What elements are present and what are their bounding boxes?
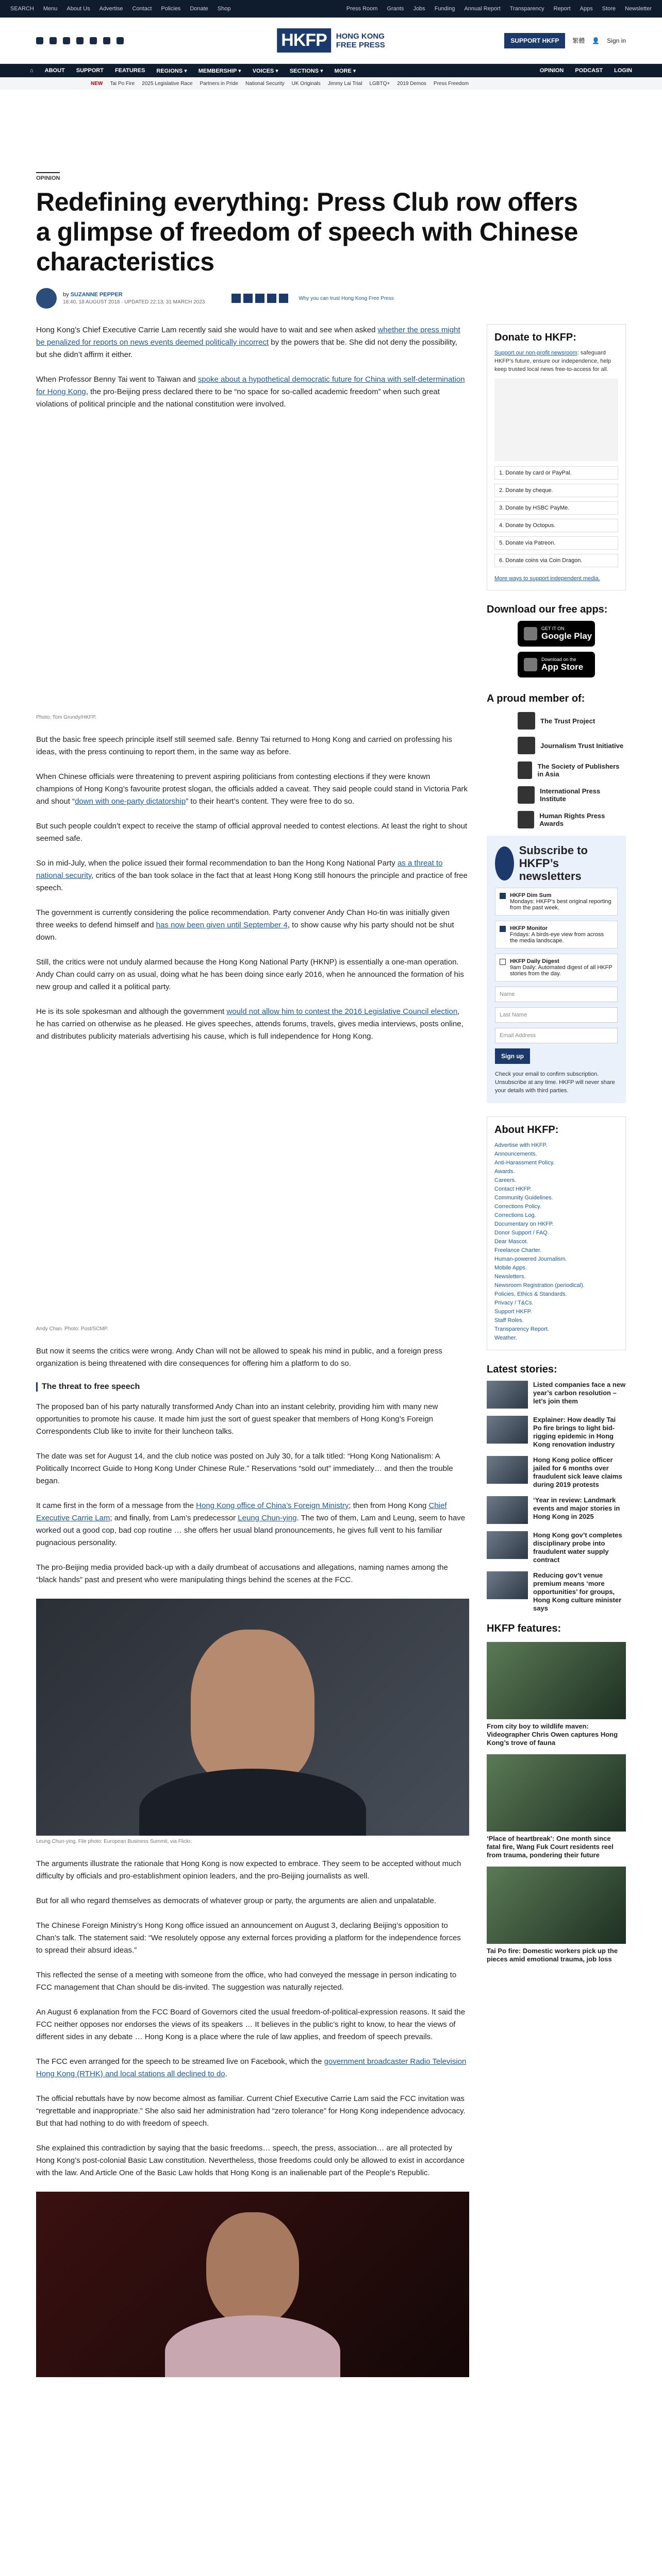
text: by the powers that be. She did not deny the possibility, but she didn’t affirm it either. bbox=[36, 338, 457, 359]
section-heading: The threat to free speech bbox=[36, 1382, 469, 1392]
portrait-jacket bbox=[165, 2315, 340, 2377]
feature-title[interactable]: ‘Place of heartbreak’: One month since fatal fire, Wang Fuk Court residents reel from trauma, pondering their future bbox=[487, 1835, 614, 1859]
newsletter-title: Subscribe to HKFP’s newsletters bbox=[519, 844, 588, 883]
main-nav bbox=[0, 64, 662, 77]
option-title: HKFP Dim Sum bbox=[510, 892, 552, 899]
text: Hong Kong’s Chief Executive Carrie Lam recently said she would have to wait and see when asked bbox=[36, 326, 378, 334]
about-link[interactable]: Donor Support / FAQ. bbox=[494, 1230, 549, 1236]
inline-link[interactable]: Chief Executive Carrie Lam bbox=[36, 1501, 447, 1522]
ipi-icon bbox=[518, 786, 535, 804]
nav-item[interactable]: MORE ▾ bbox=[334, 67, 356, 74]
support-button[interactable]: SUPPORT HKFP bbox=[504, 33, 565, 48]
inline-link[interactable]: spoke about a hypothetical democratic future for China with self-determination for Hong Kong bbox=[36, 375, 465, 396]
text: So in mid-July, when the police issued their formal recommendation to ban the Hong Kong National Party bbox=[36, 859, 398, 868]
article-photo-1 bbox=[36, 423, 469, 711]
top-link[interactable]: Report bbox=[553, 6, 571, 12]
latest-list bbox=[487, 1381, 626, 1613]
social-links bbox=[36, 37, 124, 44]
story-thumbnail bbox=[487, 1531, 528, 1559]
paragraph: But the basic free speech principle itself still seemed safe. Benny Tai returned to Hong Kong and carried on professing his ideas, with the press continuing to report them, in the same way as before. bbox=[36, 735, 452, 756]
paragraph: An August 6 explanation from the FCC Board of Governors cited the usual freedom-of-political-expression reasons. It said the FCC neither opposes nor endorses the views of its speakers … It believes in the public’s right to know, to hear the views of different sides in any debate … Hong Kong is a place where the rule of law applies, and freedom of speech prevails. bbox=[36, 2008, 466, 2041]
top-link[interactable]: SEARCH bbox=[10, 6, 34, 12]
portrait-face bbox=[191, 1630, 315, 1784]
rss-icon[interactable] bbox=[117, 37, 124, 44]
donate-option[interactable]: 5. Donate via Patreon. bbox=[494, 536, 618, 550]
google-play-icon bbox=[524, 627, 537, 640]
app-store-button[interactable] bbox=[518, 652, 595, 677]
member-name: Journalism Trust Initiative bbox=[540, 741, 624, 750]
apps-title: Download our free apps: bbox=[487, 604, 608, 615]
about-list bbox=[494, 1141, 618, 1343]
text: . bbox=[225, 2070, 227, 2078]
member-name: Human Rights Press Awards bbox=[539, 812, 605, 827]
paragraph: The arguments illustrate the rationale that Hong Kong is now expected to embrace. They seem to be accepted without much difficulty by officials and pro-establishment opinion leaders, and the pro-Beijing journalists as well. bbox=[36, 1859, 461, 1880]
about-link[interactable]: Freelance Charter. bbox=[494, 1247, 542, 1253]
top-link[interactable]: Annual Report bbox=[464, 6, 501, 12]
linkedin-icon[interactable] bbox=[103, 37, 110, 44]
top-link[interactable]: Shop bbox=[217, 6, 231, 12]
trending-link[interactable]: Press Freedom bbox=[433, 80, 469, 87]
youtube-icon[interactable] bbox=[76, 37, 84, 44]
article-body bbox=[36, 324, 469, 2377]
text: The FCC even arranged for the speech to be streamed live on Facebook, which the bbox=[36, 2057, 324, 2066]
telegram-icon[interactable] bbox=[90, 37, 97, 44]
top-link[interactable]: Apps bbox=[580, 6, 593, 12]
option-desc: Mondays: HKFP’s best original reporting from the past week. bbox=[510, 899, 611, 911]
photo-caption: Andy Chan. Photo: Post/SCMP. bbox=[36, 1326, 108, 1332]
donate-qr bbox=[494, 379, 618, 461]
author bbox=[63, 292, 205, 298]
trending-bar bbox=[0, 77, 662, 90]
member-name: The Trust Project bbox=[540, 717, 595, 725]
article-photo-3 bbox=[36, 1599, 469, 1836]
instagram-icon[interactable] bbox=[63, 37, 70, 44]
signup-button[interactable]: Sign up bbox=[495, 1048, 530, 1064]
text: , critics of the ban took solace in the fact that at least Hong Kong still honours the principle and practice of free speech. bbox=[36, 871, 468, 892]
top-link[interactable]: Press Room bbox=[346, 6, 378, 12]
text: When Chinese officials were threatening to prevent aspiring politicians from contesting elections if they were known champions of Hong Kong’s favourite protest slogan, the officials added a caveat. They said people could stand in Victoria Park and shout “ bbox=[36, 772, 468, 806]
feature-image[interactable] bbox=[487, 1754, 626, 1832]
about-link[interactable]: Support HKFP. bbox=[494, 1309, 532, 1315]
latest-story[interactable] bbox=[487, 1456, 626, 1489]
paragraph bbox=[36, 2056, 469, 2080]
text: . The two of them, Lam and Leung, seem to have worked out a good cop, bad cop routine … she offers her usual bland pronouncements, he gives full vent to his familiar pugnacious personality. bbox=[36, 1514, 466, 1547]
trending-link[interactable]: 2025 Legislative Race bbox=[142, 80, 193, 87]
top-link[interactable]: Policies bbox=[161, 6, 181, 12]
member-title: A proud member of: bbox=[487, 693, 585, 704]
share-buttons bbox=[231, 294, 288, 303]
nav-item[interactable]: ABOUT bbox=[44, 67, 65, 74]
trust-project-icon bbox=[518, 712, 535, 730]
latest-title: Latest stories: bbox=[487, 1364, 557, 1375]
author-avatar bbox=[36, 288, 57, 309]
top-link[interactable]: Newsletter bbox=[625, 6, 652, 12]
about-link[interactable]: Newsroom Registration (periodical). bbox=[494, 1282, 585, 1289]
top-bar bbox=[0, 0, 662, 18]
home-icon[interactable]: ⌂ bbox=[30, 67, 34, 74]
facebook-icon[interactable] bbox=[36, 37, 43, 44]
inline-link[interactable]: government broadcaster Radio Television Hong Kong (RTHK) and local stations all declined to do bbox=[36, 2057, 467, 2078]
checkbox[interactable] bbox=[500, 959, 506, 965]
portrait-face bbox=[206, 2212, 299, 2326]
paragraph: Still, the critics were not unduly alarmed because the Hong Kong National Party (HKNP) is essentially a one-man operation. Andy Chan could carry on as usual, doing what he has been doing since early 2016, when he announced the formation of his new group and called it a political party. bbox=[36, 958, 464, 991]
about-link[interactable]: Corrections Log. bbox=[494, 1212, 536, 1218]
about-link[interactable]: Documentary on HKFP. bbox=[494, 1221, 554, 1227]
story-title: Hong Kong police officer jailed for 6 months over fraudulent sick leave claims during 2019 protests bbox=[533, 1456, 622, 1488]
inline-link[interactable]: would not allow him to contest the 2016 Legislative Council election bbox=[226, 1007, 458, 1016]
paragraph bbox=[36, 771, 469, 808]
trending-link[interactable]: National Security bbox=[245, 80, 285, 87]
about-link[interactable]: Careers. bbox=[494, 1177, 517, 1183]
option-title: HKFP Monitor bbox=[510, 925, 548, 931]
story-thumbnail bbox=[487, 1456, 528, 1484]
donate-option[interactable]: 4. Donate by Octopus. bbox=[494, 519, 618, 532]
checkbox-checked[interactable] bbox=[500, 893, 506, 899]
google-play-button[interactable] bbox=[518, 621, 595, 647]
top-link[interactable]: Grants bbox=[387, 6, 404, 12]
top-link[interactable]: Contact bbox=[132, 6, 152, 12]
member-logo[interactable] bbox=[518, 737, 626, 754]
text: The government is currently considering the police recommendation. Party convener Andy Chan Ho-tin was initially given three weeks to defend himself and bbox=[36, 908, 450, 929]
story-thumbnail bbox=[487, 1416, 528, 1444]
text: : safeguard HKFP’s future, ensure our independence, help keep trusted local news free-to-access for all. bbox=[494, 350, 611, 372]
inline-link[interactable]: whether the press might be penalized for reports on news events deemed politically incorrect bbox=[36, 326, 460, 347]
share-whatsapp-icon[interactable] bbox=[255, 294, 264, 303]
text: , to show cause why his party should not be shut down. bbox=[36, 921, 454, 942]
user-icon[interactable]: 👤 bbox=[592, 37, 600, 44]
nav-item[interactable]: LOGIN bbox=[614, 67, 632, 74]
member-name: The Society of Publishers in Asia bbox=[537, 762, 620, 778]
share-x-icon[interactable] bbox=[243, 294, 253, 303]
about-link[interactable]: Announcements. bbox=[494, 1151, 537, 1157]
text: When Professor Benny Tai went to Taiwan and bbox=[36, 375, 198, 384]
trending-link[interactable]: LGBTQ+ bbox=[369, 80, 390, 87]
member-logo[interactable] bbox=[518, 712, 626, 730]
about-link[interactable]: Staff Roles. bbox=[494, 1317, 524, 1324]
top-link[interactable]: Donate bbox=[190, 6, 208, 12]
member-logo[interactable] bbox=[518, 811, 626, 828]
nav-item[interactable]: VOICES ▾ bbox=[252, 67, 278, 74]
ad-space bbox=[0, 90, 662, 172]
paragraph: The Chinese Foreign Ministry’s Hong Kong office issued an announcement on August 3, declaring Beijing’s opposition to Chan’s talk. The statement said: “We resolutely oppose any external forces providing a platform for the independence forces to spread their absurd ideas.” bbox=[36, 1921, 461, 1955]
logo-line: HONG KONG bbox=[336, 31, 385, 41]
paragraph: She explained this contradiction by saying that the basic freedoms… speech, the press, association… are all protected by Hong Kong’s post-colonial Basic Law constitution. Nevertheless, those freedoms could only be allowed to exist in accordance with the law. And Article One of the Basic Law holds that Hong Kong is an inalienable part of the People’s Republic. bbox=[36, 2144, 465, 2177]
donate-option[interactable]: 1. Donate by card or PayPal. bbox=[494, 466, 618, 480]
inline-link[interactable]: down with one-party dictatorship bbox=[75, 797, 186, 806]
top-link[interactable]: Advertise bbox=[99, 6, 123, 12]
author-link[interactable]: SUZANNE PEPPER bbox=[70, 292, 123, 298]
article-date: 18:40, 18 AUGUST 2018 · UPDATED 22:13, 31 MARCH 2023 bbox=[63, 299, 205, 305]
nav-item[interactable]: MEMBERSHIP ▾ bbox=[198, 67, 241, 74]
donate-option[interactable]: 2. Donate by cheque. bbox=[494, 484, 618, 497]
story-thumbnail bbox=[487, 1381, 528, 1409]
paragraph: But now it seems the critics were wrong. Andy Chan will not be allowed to speak his mind in public, and a foreign press organization is being threatened with dire consequences for offering him a platform to do so. bbox=[36, 1347, 442, 1368]
share-facebook-icon[interactable] bbox=[231, 294, 241, 303]
new-badge: NEW bbox=[91, 80, 103, 87]
option-desc: 9am Daily: Automated digest of all HKFP stories from the day. bbox=[510, 964, 613, 977]
paragraph: But such people couldn’t expect to receive the stamp of official approval needed to contest elections. At least the right to shout seemed safe. bbox=[36, 822, 468, 843]
donate-option[interactable]: 3. Donate by HSBC PayMe. bbox=[494, 501, 618, 515]
option-desc: Fridays: A birds-eye view from across the media landscape. bbox=[510, 931, 604, 944]
trust-link[interactable]: Why you can trust Hong Kong Free Press bbox=[299, 295, 394, 301]
story-title: Hong Kong gov’t completes disciplinary probe into fraudulent water supply contract bbox=[533, 1531, 622, 1564]
latest-story[interactable] bbox=[487, 1531, 626, 1564]
about-link[interactable]: Corrections Policy. bbox=[494, 1204, 541, 1210]
latest-story[interactable] bbox=[487, 1416, 626, 1449]
about-link[interactable]: Awards. bbox=[494, 1168, 515, 1175]
donate-link[interactable]: Support our non-profit newsroom bbox=[494, 350, 577, 356]
text: ; then from Hong Kong bbox=[349, 1501, 429, 1510]
story-title: ‘Year in review: Landmark events and major stories in Hong Kong in 2025 bbox=[533, 1496, 620, 1520]
donate-option[interactable]: 6. Donate coins via Coin Dragon. bbox=[494, 554, 618, 567]
paragraph: But for all who regard themselves as democrats of whatever group or party, the arguments are alien and unpalatable. bbox=[36, 1896, 436, 1905]
donate-box bbox=[487, 324, 626, 590]
photo-caption: Photo: Tom Grundy/HKFP. bbox=[36, 715, 96, 720]
about-link[interactable]: Weather. bbox=[494, 1335, 517, 1341]
about-link[interactable]: Transparency Report. bbox=[494, 1326, 549, 1332]
story-thumbnail bbox=[487, 1496, 528, 1524]
inline-link[interactable]: has now been given until September 4 bbox=[156, 921, 288, 929]
about-link[interactable]: Human-powered Journalism. bbox=[494, 1256, 567, 1262]
store-caption: Download on the bbox=[541, 657, 576, 662]
paragraph bbox=[36, 1500, 469, 1549]
top-link[interactable]: Transparency bbox=[509, 6, 544, 12]
about-link[interactable]: Contact HKFP. bbox=[494, 1186, 532, 1192]
article-kicker[interactable]: OPINION bbox=[36, 172, 60, 181]
photo-caption: Leung Chun-ying. File photo: European Business Summit, via Flickr. bbox=[36, 1839, 192, 1844]
features-title: HKFP features: bbox=[487, 1623, 561, 1634]
checkbox-checked[interactable] bbox=[500, 926, 506, 932]
option-title: HKFP Daily Digest bbox=[510, 958, 559, 964]
donate-more-wrap bbox=[494, 574, 618, 583]
latest-story[interactable] bbox=[487, 1496, 626, 1524]
portrait-suit bbox=[139, 1769, 366, 1836]
story-title: Reducing gov’t venue premium means ‘more opportunities’ for groups, Hong Kong culture minister says bbox=[533, 1571, 622, 1612]
paragraph bbox=[36, 857, 469, 894]
top-link[interactable]: Menu bbox=[43, 6, 58, 12]
article-title: Redefining everything: Press Club row offers a glimpse of freedom of speech with Chinese characteristics bbox=[36, 188, 578, 276]
text: It came first in the form of a message from the bbox=[36, 1501, 196, 1510]
trending-link[interactable]: 2019 Demos bbox=[397, 80, 426, 87]
donate-more-link[interactable]: More ways to support independent media. bbox=[494, 575, 600, 582]
text: ; and finally, from Lam’s predecessor bbox=[110, 1514, 238, 1522]
nav-item[interactable]: PODCAST bbox=[575, 67, 603, 74]
newsletter-note: Check your email to confirm subscription. Unsubscribe at any time. HKFP will never share your details with third parties. bbox=[495, 1071, 615, 1094]
latest-story[interactable] bbox=[487, 1381, 626, 1409]
paragraph bbox=[36, 1006, 469, 1043]
about-link[interactable]: Mobile Apps. bbox=[494, 1265, 527, 1271]
newsletter-option[interactable] bbox=[495, 888, 618, 916]
nav-item[interactable]: SUPPORT bbox=[76, 67, 104, 74]
text: , the pro-Beijing press declared there to be “no space for so-called academic freedom” when such great violations of political principle and the national constitution were involved. bbox=[36, 387, 440, 409]
apple-icon bbox=[524, 658, 537, 671]
trending-link[interactable]: Tai Po Fire bbox=[110, 80, 135, 87]
share-more-icon[interactable] bbox=[279, 294, 288, 303]
about-link[interactable]: Policies, Ethics & Standards. bbox=[494, 1291, 567, 1297]
about-link[interactable]: Privacy / T&Cs. bbox=[494, 1300, 534, 1306]
member-logo[interactable] bbox=[518, 786, 626, 804]
by-label: by bbox=[63, 292, 69, 298]
donate-title: Donate to HKFP: bbox=[494, 332, 576, 343]
latest-story[interactable] bbox=[487, 1571, 626, 1613]
newsletter-option[interactable] bbox=[495, 921, 618, 948]
feature-title[interactable]: Tai Po fire: Domestic workers pick up the pieces amid emotional trauma, job loss bbox=[487, 1947, 618, 1963]
story-title: Explainer: How deadly Tai Po fire brings to light bid-rigging epidemic in Hong Kong renovation industry bbox=[533, 1416, 616, 1448]
paragraph bbox=[36, 374, 469, 411]
top-link[interactable]: Jobs bbox=[413, 6, 425, 12]
member-logo[interactable] bbox=[518, 761, 626, 779]
paragraph: The official rebuttals have by now become almost as familiar. Current Chief Executive Carrie Lam said the FCC invitation was “regrettable and inappropriate.” She also said her administration had “zero tolerance” for Hong Kong independence advocacy. But that had nothing to do with freedom of speech. bbox=[36, 2094, 466, 2128]
language-link[interactable]: 繁體 bbox=[572, 37, 585, 44]
about-link[interactable]: Newsletters. bbox=[494, 1274, 526, 1280]
about-box bbox=[487, 1116, 626, 1350]
name-input[interactable]: Name bbox=[495, 987, 618, 1002]
story-thumbnail bbox=[487, 1571, 528, 1599]
trending-link[interactable]: UK Originals bbox=[291, 80, 321, 87]
newsletter-box bbox=[487, 836, 626, 1103]
logo-text bbox=[336, 32, 385, 49]
paragraph: The pro-Beijing media provided back-up with a daily drumbeat of accusations and allegations, naming names among the “black hands” past and present who were manipulating things behind the scenes at the FCC. bbox=[36, 1563, 448, 1584]
signin-link[interactable]: Sign in bbox=[607, 37, 626, 44]
article-photo-2 bbox=[36, 1055, 469, 1323]
about-title: About HKFP: bbox=[494, 1124, 559, 1136]
sopa-icon bbox=[518, 761, 532, 779]
paragraph: This reflected the sense of a meeting with someone from the office, who had conveyed the message in person indicating to FCC management that Chan should be dis-invited. The suggestion was naturally rejected. bbox=[36, 1971, 457, 1992]
store-name: Google Play bbox=[541, 631, 592, 641]
email-input[interactable]: Email Address bbox=[495, 1028, 618, 1043]
hrpa-icon bbox=[518, 811, 534, 828]
story-title: Listed companies face a new year’s carbon resolution – let’s join them bbox=[533, 1381, 626, 1405]
text: He is its sole spokesman and although the government bbox=[36, 1007, 227, 1016]
sidebar bbox=[487, 324, 626, 2377]
inline-link[interactable]: Hong Kong office of China’s Foreign Ministry bbox=[196, 1501, 349, 1510]
about-link[interactable]: Advertise with HKFP. bbox=[494, 1142, 548, 1148]
store-caption: GET IT ON bbox=[541, 626, 565, 631]
donate-intro bbox=[494, 349, 618, 374]
paragraph: The proposed ban of his party naturally transformed Andy Chan into an instant celebrity, providing him with many new opportunities to promote his cause. It made him just the sort of guest speaker that members of Hong Kong’s Foreign Correspondents Club like to invite for their luncheon talks. bbox=[36, 1402, 438, 1436]
last-name-input[interactable]: Last Name bbox=[495, 1007, 618, 1023]
about-link[interactable]: Dear Mascot. bbox=[494, 1239, 528, 1245]
feature-image[interactable] bbox=[487, 1867, 626, 1944]
byline bbox=[36, 287, 626, 310]
feature-image[interactable] bbox=[487, 1642, 626, 1719]
paragraph bbox=[36, 324, 469, 361]
top-link[interactable]: Store bbox=[602, 6, 616, 12]
text: , he has carried on otherwise as he pleased. He gives speeches, attends forums, travels, gives media interviews, posts online, and distributes publicity materials advertising his cause, which is full independence for Hong Kong. bbox=[36, 1007, 464, 1041]
about-link[interactable]: Anti-Harassment Policy. bbox=[494, 1160, 555, 1166]
nav-item[interactable]: SECTIONS ▾ bbox=[289, 67, 323, 74]
member-name: International Press Institute bbox=[540, 787, 601, 803]
logo-mark: HKFP bbox=[277, 28, 331, 53]
top-link[interactable]: Funding bbox=[434, 6, 455, 12]
newsletter-icon bbox=[495, 846, 514, 880]
store-name: App Store bbox=[541, 662, 584, 672]
top-link[interactable]: About Us bbox=[67, 6, 90, 12]
text: ” to their heart’s content. They were free to do so. bbox=[186, 797, 355, 806]
feature-title[interactable]: From city boy to wildlife maven: Videographer Chris Owen captures Hong Kong’s trove of fauna bbox=[487, 1722, 618, 1747]
paragraph: The date was set for August 14, and the club notice was posted on July 30, for a talk titled: “Hong Kong Nationalism: A Politically Incorrect Guide to Hong Kong Under Chinese Rule.” Reservations “sold out” immediately… and then the trouble began. bbox=[36, 1452, 453, 1485]
inline-link[interactable]: Leung Chun-ying bbox=[238, 1514, 297, 1522]
jti-icon bbox=[518, 737, 535, 754]
logo-line: FREE PRESS bbox=[336, 40, 385, 49]
trending-link[interactable]: Partners in Pride bbox=[200, 80, 239, 87]
share-email-icon[interactable] bbox=[267, 294, 276, 303]
x-icon[interactable] bbox=[49, 37, 57, 44]
site-logo[interactable] bbox=[277, 28, 385, 53]
newsletter-option[interactable] bbox=[495, 954, 618, 981]
nav-item[interactable]: FEATURES bbox=[114, 67, 145, 74]
article-photo-4 bbox=[36, 2192, 469, 2377]
trending-link[interactable]: Jimmy Lai Trial bbox=[327, 80, 362, 87]
nav-item[interactable]: OPINION bbox=[539, 67, 564, 74]
features-box bbox=[487, 1623, 626, 1963]
nav-item[interactable]: REGIONS ▾ bbox=[156, 67, 187, 74]
site-header bbox=[0, 18, 662, 64]
inline-link[interactable]: as a threat to national security bbox=[36, 859, 443, 880]
paragraph bbox=[36, 907, 469, 944]
about-link[interactable]: Community Guidelines. bbox=[494, 1195, 553, 1201]
